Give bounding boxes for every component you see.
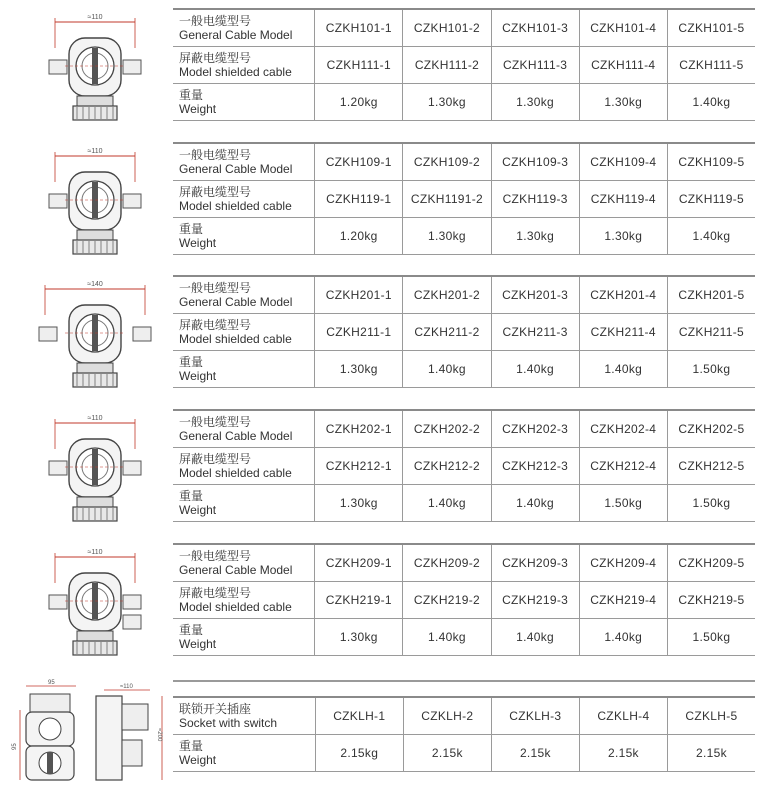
row-label [173,697,315,735]
spec-value: 1.20kg [315,218,403,255]
spec-value: 1.30kg [315,619,403,656]
product-illustration [20,543,170,663]
spec-value: CZKLH-2 [403,697,491,735]
spec-value: CZKLH-1 [315,697,403,735]
spec-value: CZKH119-3 [491,181,579,218]
spec-row [173,485,755,522]
spec-value: 1.50kg [579,485,667,522]
row-label-en: Weight [179,753,217,767]
row-label-en: Weight [179,102,217,116]
spec-value: CZKH111-5 [667,47,755,84]
dimension-label: ≈140 [87,281,103,288]
spec-value: 2.15k [491,735,579,772]
spec-value: 1.40kg [403,619,491,656]
spec-value: CZKH1191-2 [403,181,491,218]
row-label-zh: 联锁开关插座 [179,702,252,716]
row-label-zh: 屏蔽电缆型号 [179,586,252,600]
row-label-en: General Cable Model [179,28,293,42]
row-label [173,485,315,522]
spec-value: 2.15k [579,735,667,772]
dimension-label: ≈110 [87,14,103,21]
spec-value: 1.40kg [579,619,667,656]
row-label [173,351,315,388]
spec-value: CZKH202-2 [403,410,491,448]
spec-value: CZKLH-4 [579,697,667,735]
row-label-en: Weight [179,503,217,517]
row-label [173,143,315,181]
row-label [173,9,315,47]
row-label-zh: 重量 [179,88,204,102]
row-label-zh: 一般电缆型号 [179,549,252,563]
spec-value: CZKH202-4 [579,410,667,448]
row-label-en: General Cable Model [179,563,293,577]
spec-value: CZKH202-5 [667,410,755,448]
spec-value: CZKH212-1 [315,448,403,485]
dimension-label: 95 [48,680,55,686]
spec-row [173,218,755,255]
row-label [173,448,315,485]
spec-table [173,275,755,388]
row-label-zh: 一般电缆型号 [179,148,252,162]
spec-value: CZKH219-4 [579,582,667,619]
row-label [173,619,315,656]
spec-value: CZKH109-2 [403,143,491,181]
spec-value: CZKH211-5 [667,314,755,351]
spec-value: 1.50kg [667,619,755,656]
spec-value: CZKH209-4 [579,544,667,582]
spec-value: CZKLH-3 [491,697,579,735]
row-label-zh: 一般电缆型号 [179,14,252,28]
spec-value: 1.30kg [403,84,491,121]
spec-row [173,619,755,656]
spec-row [173,84,755,121]
row-label [173,582,315,619]
dimension-label: ≈200 [156,728,162,742]
spec-value: 2.15k [667,735,755,772]
product-figure [20,543,170,668]
spec-row [173,276,755,314]
row-label-zh: 重量 [179,489,204,503]
spec-value: 2.15kg [315,735,403,772]
spec-table [173,8,755,121]
row-label-en: Model shielded cable [179,332,292,346]
product-illustration [20,142,170,262]
spec-value: CZKH201-5 [667,276,755,314]
spec-value: CZKH101-4 [579,9,667,47]
spec-value: 1.30kg [315,351,403,388]
spec-value: CZKH111-3 [491,47,579,84]
spec-table [173,409,755,522]
row-label-zh: 屏蔽电缆型号 [179,452,252,466]
product-illustration [20,8,170,128]
spec-value: 1.40kg [579,351,667,388]
spec-value: CZKH109-4 [579,143,667,181]
spec-value: CZKH111-1 [315,47,403,84]
row-label-zh: 一般电缆型号 [179,281,252,295]
dimension-label: 95 [12,743,18,750]
spec-value: 1.50kg [667,485,755,522]
spec-value: CZKH219-2 [403,582,491,619]
dimension-label: ≈110 [87,415,103,422]
row-label-en: Weight [179,236,217,250]
row-label-en: General Cable Model [179,429,293,443]
row-label-en: Model shielded cable [179,65,292,79]
spec-value: CZKH211-3 [491,314,579,351]
spec-value: 1.30kg [491,84,579,121]
spec-value: CZKH219-1 [315,582,403,619]
spec-value: CZKH111-4 [579,47,667,84]
spec-value: 1.30kg [579,218,667,255]
row-label-zh: 重量 [179,739,204,753]
product-illustration [20,409,170,529]
row-label-en: General Cable Model [179,295,293,309]
row-label [173,218,315,255]
spec-value: CZKH101-1 [315,9,403,47]
spec-value: CZKH109-5 [667,143,755,181]
row-label-en: Model shielded cable [179,199,292,213]
spec-row [173,351,755,388]
spec-row [173,410,755,448]
spec-value: CZKH211-1 [315,314,403,351]
spec-value: CZKLH-5 [667,697,755,735]
spec-value: CZKH211-4 [579,314,667,351]
row-label-en: Model shielded cable [179,600,292,614]
row-label-en: Model shielded cable [179,466,292,480]
spec-value: 1.40kg [667,218,755,255]
spec-value: CZKH202-3 [491,410,579,448]
row-label-zh: 一般电缆型号 [179,415,252,429]
row-label [173,735,315,772]
divider [173,680,755,682]
product-figure [20,275,170,400]
row-label-zh: 重量 [179,623,204,637]
row-label-zh: 重量 [179,222,204,236]
spec-value: CZKH111-2 [403,47,491,84]
spec-value: 1.40kg [491,485,579,522]
spec-row [173,314,755,351]
spec-value: 1.40kg [491,351,579,388]
product-figure [20,409,170,534]
spec-value: 1.40kg [403,485,491,522]
spec-value: CZKH101-2 [403,9,491,47]
spec-value: 1.40kg [667,84,755,121]
spec-value: 1.30kg [315,485,403,522]
spec-row [173,448,755,485]
spec-value: CZKH209-1 [315,544,403,582]
spec-table [173,142,755,255]
spec-value: 1.40kg [491,619,579,656]
row-label-en: General Cable Model [179,162,293,176]
product-illustration [20,275,170,395]
spec-row [173,735,755,772]
row-label [173,544,315,582]
spec-value: CZKH209-5 [667,544,755,582]
spec-row [173,181,755,218]
row-label [173,410,315,448]
spec-value: CZKH119-5 [667,181,755,218]
spec-value: 2.15k [403,735,491,772]
row-label-zh: 屏蔽电缆型号 [179,318,252,332]
spec-value: 1.30kg [579,84,667,121]
spec-value: 1.50kg [667,351,755,388]
spec-value: CZKH211-2 [403,314,491,351]
spec-row [173,9,755,47]
spec-value: CZKH219-5 [667,582,755,619]
spec-value: CZKH201-3 [491,276,579,314]
row-label-en: Weight [179,637,217,651]
spec-value: CZKH209-3 [491,544,579,582]
spec-value: 1.20kg [315,84,403,121]
row-label [173,276,315,314]
product-figure [12,680,162,795]
spec-value: CZKH101-5 [667,9,755,47]
spec-value: CZKH212-4 [579,448,667,485]
spec-value: CZKH219-3 [491,582,579,619]
spec-value: 1.30kg [491,218,579,255]
spec-value: CZKH212-2 [403,448,491,485]
row-label [173,47,315,84]
spec-row [173,544,755,582]
row-label [173,84,315,121]
row-label-zh: 屏蔽电缆型号 [179,185,252,199]
spec-value: CZKH201-1 [315,276,403,314]
spec-value: CZKH109-1 [315,143,403,181]
spec-value: CZKH202-1 [315,410,403,448]
spec-value: CZKH209-2 [403,544,491,582]
dimension-label: ≈110 [87,148,103,155]
product-figure [20,142,170,267]
spec-table [173,696,755,772]
spec-value: CZKH101-3 [491,9,579,47]
row-label [173,181,315,218]
spec-value: CZKH201-2 [403,276,491,314]
product-figure [20,8,170,133]
spec-row [173,143,755,181]
row-label-zh: 屏蔽电缆型号 [179,51,252,65]
spec-table [173,543,755,656]
dimension-label: ≈110 [120,684,133,690]
spec-row [173,582,755,619]
row-label-en: Socket with switch [179,716,278,730]
row-label-en: Weight [179,369,217,383]
row-label [173,314,315,351]
spec-value: CZKH119-4 [579,181,667,218]
spec-value: CZKH119-1 [315,181,403,218]
product-illustration [12,680,172,790]
spec-value: CZKH212-5 [667,448,755,485]
dimension-label: ≈110 [87,549,103,556]
spec-row [173,697,755,735]
spec-value: CZKH109-3 [491,143,579,181]
spec-value: 1.40kg [403,351,491,388]
row-label-zh: 重量 [179,355,204,369]
spec-value: CZKH201-4 [579,276,667,314]
spec-row [173,47,755,84]
spec-value: CZKH212-3 [491,448,579,485]
spec-value: 1.30kg [403,218,491,255]
